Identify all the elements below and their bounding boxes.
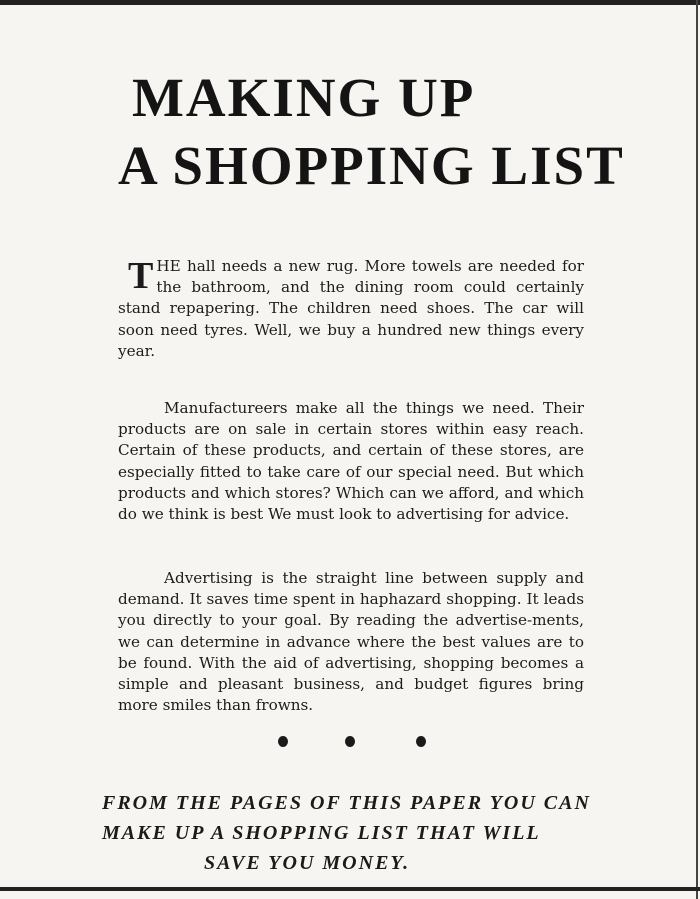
paragraph-3: Advertising is the straight line between supply and demand. It saves time spent in haphazard shopping. It leads you directly to your goal. By reading the advertise-ments, we can determine in advance where the best values are to be found. With the aid of advertising, shopping becomes a simple and pleasant business, and budget figures bring more smiles than frowns.: [118, 569, 584, 715]
ornament-divider: [0, 736, 700, 750]
top-border-rule: [0, 0, 700, 5]
closing-line-2: MAKE UP A SHOPPING LIST THAT WILL: [102, 822, 541, 844]
bullet-ornament: [345, 736, 355, 747]
closing-line-3: SAVE YOU MONEY.: [204, 852, 411, 874]
bullet-ornament: [278, 736, 288, 747]
drop-cap: T: [128, 255, 154, 297]
paragraph-1: [118, 256, 584, 362]
bottom-border-rule: [0, 887, 700, 891]
paragraph-2: Manufactureers make all the things we need. Their products are on sale in certain stores within easy reach. Certain of these products, and certain of these stores, are especially fitted to take care of our special need. But which products and which stores? Which can we afford, and which do we think is best We must look to advertising for advice.: [118, 399, 584, 524]
paragraph-1-text: HE hall needs a new rug. More towels are needed for the bathroom, and the dining room could certainly stand repapering. The children need shoes. The car will soon need tyres. Well, we buy a hundred new things every year.: [118, 257, 584, 360]
closing-line-1: FROM THE PAGES OF THIS PAPER YOU CAN: [102, 792, 591, 814]
headline-line-1: MAKING UP: [132, 67, 476, 128]
bullet-ornament: [416, 736, 426, 747]
right-border-rule: [696, 0, 698, 899]
headline-line-2: A SHOPPING LIST: [118, 135, 625, 196]
